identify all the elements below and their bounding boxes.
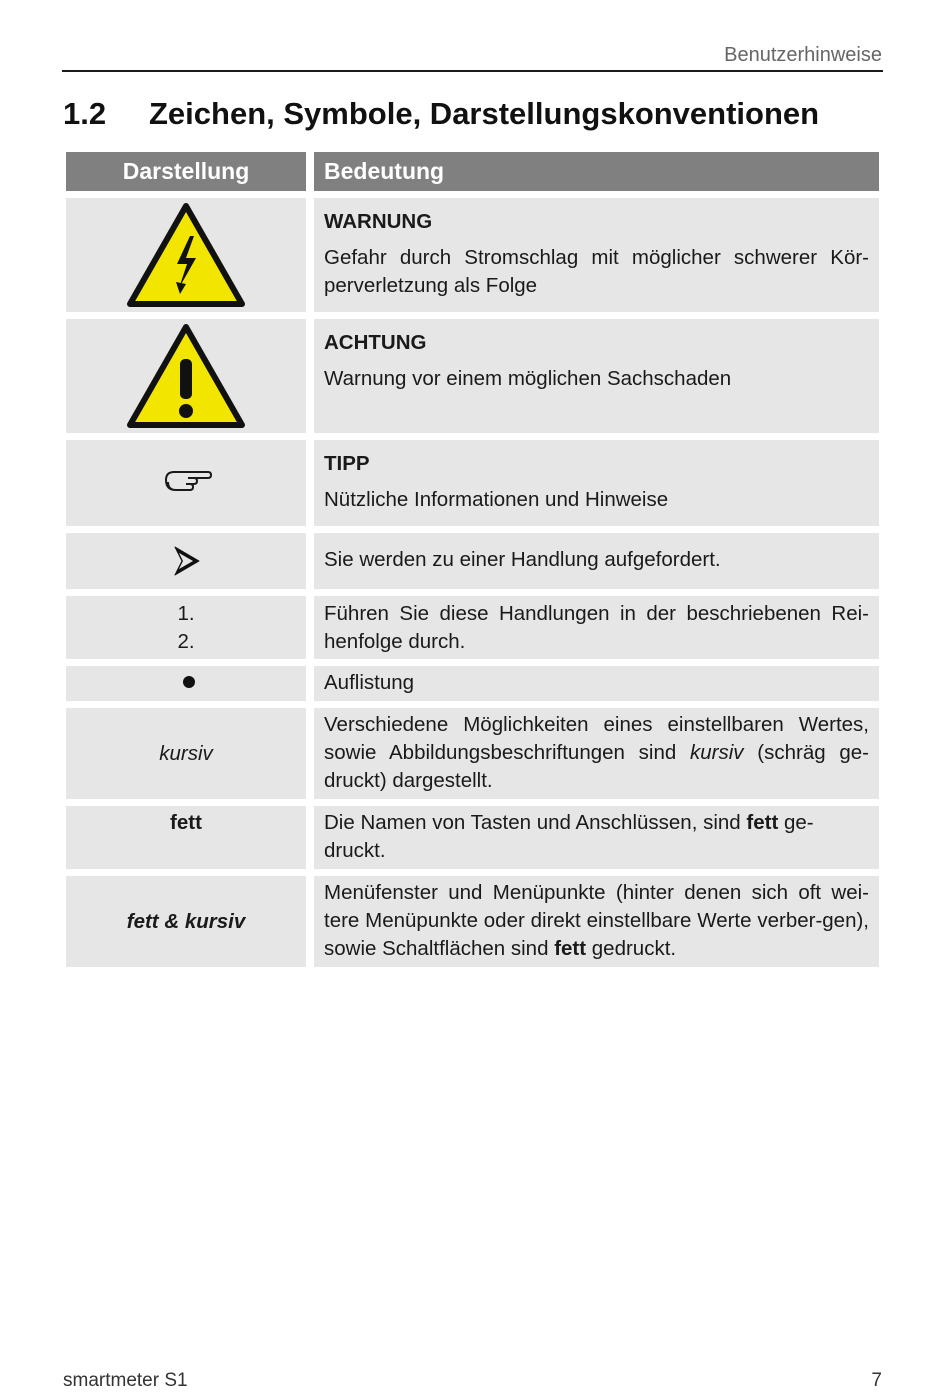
row-text: Gefahr durch Stromschlag mit möglicher schwerer Kör-perverletzung als Folge — [324, 246, 869, 297]
symbol-cell — [66, 198, 306, 312]
symbol-cell — [66, 806, 306, 869]
symbol-cell — [66, 533, 306, 589]
step-number-1: 1. — [177, 602, 195, 625]
table-row — [66, 708, 879, 799]
row-heading: ACHTUNG — [324, 331, 427, 354]
meaning-cell — [314, 666, 879, 701]
meaning-cell — [314, 876, 879, 967]
row-text — [324, 879, 869, 963]
table-row — [66, 666, 879, 701]
step-number-2: 2. — [177, 630, 195, 653]
row-text — [324, 711, 869, 795]
meaning-cell — [314, 198, 879, 312]
table-header-row — [66, 152, 879, 191]
footer-product: smartmeter S1 — [63, 1370, 188, 1391]
column-header-meaning: Bedeutung — [314, 152, 879, 191]
table-row — [66, 596, 879, 659]
table-row — [66, 198, 879, 312]
italic-example: kursiv — [159, 741, 213, 765]
pointing-hand-icon — [164, 468, 212, 494]
bold-word: fett — [746, 811, 779, 834]
meaning-cell — [314, 708, 879, 799]
bold-italic-example: fett & kursiv — [126, 909, 246, 933]
meaning-cell — [314, 440, 879, 526]
meaning-cell — [314, 806, 879, 869]
section-heading: Zeichen, Symbole, Darstellungskonventionen — [149, 96, 820, 131]
meaning-cell — [314, 319, 879, 433]
text-part: Verschiedene Möglichkeiten eines einstellbaren Wertes, sowie Abbildungsbeschriftungen sind — [324, 713, 869, 764]
text-part: Menüfenster und Menüpunkte (hinter denen sich oft wei-tere Menüpunkte oder direkt einstellbare Werte verber-gen), sowie Schaltflächen sind — [324, 881, 869, 960]
meaning-cell — [314, 596, 879, 659]
row-text: Warnung vor einem möglichen Sachschaden — [324, 367, 732, 390]
symbol-cell — [66, 876, 306, 967]
meaning-cell — [314, 533, 879, 589]
row-text: Nützliche Informationen und Hinweise — [324, 488, 669, 511]
column-header-representation: Darstellung — [66, 152, 306, 191]
text-part: (schräg ge-druckt) dargestellt. — [324, 741, 869, 792]
bold-word: fett — [554, 937, 587, 960]
row-text: Sie werden zu einer Handlung aufgefordert. — [324, 548, 721, 571]
symbol-cell — [66, 596, 306, 659]
conventions-table — [66, 152, 879, 974]
table-row — [66, 806, 879, 869]
table-row — [66, 533, 879, 589]
section-number: 1.2 — [63, 96, 107, 131]
symbol-cell — [66, 319, 306, 433]
electric-hazard-warning-icon — [126, 202, 246, 308]
text-part: ge-druckt. — [324, 811, 814, 862]
bullet-icon — [182, 675, 196, 689]
bold-example: fett — [170, 811, 202, 834]
footer-page-number: 7 — [871, 1370, 882, 1391]
symbol-cell — [66, 666, 306, 701]
section-title — [63, 96, 819, 132]
row-text: Auflistung — [324, 671, 415, 694]
row-heading: WARNUNG — [324, 210, 433, 233]
row-heading: TIPP — [324, 452, 370, 475]
symbol-cell — [66, 708, 306, 799]
row-text: Führen Sie diese Handlungen in der beschriebenen Rei-henfolge durch. — [324, 602, 869, 653]
symbol-cell — [66, 440, 306, 526]
header-rule — [62, 70, 883, 72]
running-header: Benutzerhinweise — [724, 44, 882, 66]
text-part: gedruckt. — [586, 937, 677, 960]
italic-word: kursiv — [690, 741, 744, 764]
general-warning-exclamation-icon — [126, 323, 246, 429]
text-part: Die Namen von Tasten und Anschlüssen, sind — [324, 811, 747, 834]
table-row — [66, 876, 879, 967]
arrowhead-icon — [173, 545, 201, 577]
row-text — [324, 809, 869, 865]
table-row — [66, 440, 879, 526]
table-row — [66, 319, 879, 433]
